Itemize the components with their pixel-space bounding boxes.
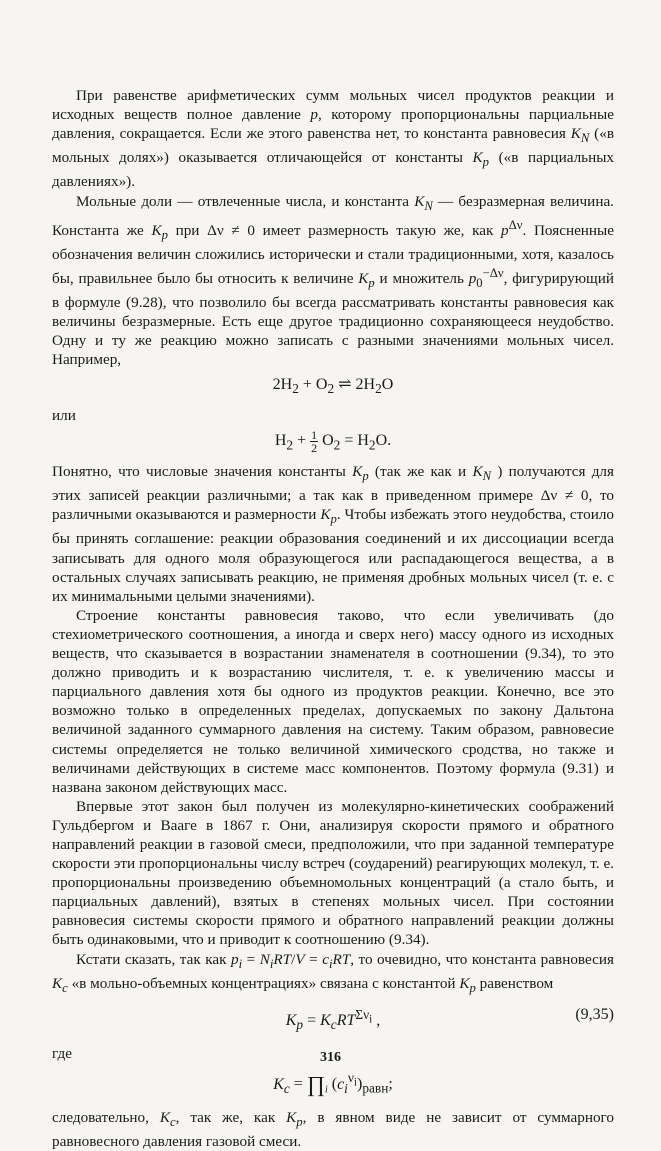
word-gde: где bbox=[52, 1045, 72, 1063]
equation-kc-definition: $K_c$ = $\prod_i$ $(c_i^{\nu_i})_{равн}$; bbox=[273, 1070, 393, 1097]
equation-water-formation-fractional: $H_2$ + $\frac{1}{2}$ $O_2 = H_2O$. bbox=[274, 427, 392, 455]
paragraph-5: Впервые этот закон был получен из молекулярно-кинетических соображений Гульдбергом и Вааге в 1867 г. Они, анализируя скорости прямого и обратного направлений реакции в газовой смеси, предположили, что при заданной температуре скорости эти пропорциональны числу встреч (соударений) реагирующих молекул, т. е. пропорциональны произведению объемномольных концентраций (а стало быть, и парциальных давлений), взятых в степенях мольных чисел. При состоянии равновесия системы скорости прямого и обратного направлений реакции должны быть одинаковыми, что и приводит к соотношению (9.34). bbox=[52, 797, 614, 949]
equation-number: (9,35) bbox=[575, 1005, 614, 1023]
word-ili: или bbox=[52, 406, 76, 424]
equation-9-35 bbox=[52, 1004, 614, 1037]
equation-water-formation-integer: $2H_2 + O_2$ ⇌ $2H_2O$ bbox=[272, 375, 394, 396]
paragraph-1: При равенстве арифметических сумм мольных чисел продуктов реакции и исходных веществ полное давление p, которому пропорциональны парциальные давления, сокращается. Если же этого равенства нет, то константа равновесия $K_N$ («в мольных долях») оказывается отличающейся от константы $K_p$ («в парциальных давлениях»). bbox=[52, 87, 614, 191]
paragraph-6: Кстати сказать, так как $p_i = N_iRT/V = c_iRT$, то очевидно, что константа равновесия $K_c$ «в мольно-объемных концентрациях» связана с константой $K_p$ равенством bbox=[52, 950, 614, 995]
equation-9-35-body: $K_p = K_cRT^{\Sigma\nu_i}$ , bbox=[285, 1006, 381, 1033]
paragraph-3: Понятно, что числовые значения константы $K_p$ (так же как и $K_N$ ) получаются для этих записей реакции различными; а так как в приведенном примере Δν ≠ 0, то различными оказываются и размерности $K_p$. Чтобы избежать этого неудобства, стоило бы принять соглашение: реакции образования соединений и их диссоциации всегда записывать для одного моля образующегося или распадающегося вещества, а в остальных случаях записывать реакцию, не применяя дробных мольных чисел (т. е. с их минимальными целыми значениями). bbox=[52, 463, 614, 605]
page-body bbox=[52, 86, 614, 1151]
paragraph-7: следовательно, $K_c$, так же, как $K_p$, в явном виде не зависит от суммарного равновесного давления газовой смеси. bbox=[52, 1108, 614, 1151]
paragraph-4: Строение константы равновесия таково, что если увеличивать (до стехиометрического соотношения, а иногда и сверх него) массу одного из исходных веществ, что сказывается в возрастании знаменателя в соотношении (9.34), то это должно приводить и к возрастанию числителя, т. е. к увеличению массы и парциального давления хотя бы одного из продуктов реакции. Конечно, все это возможно только в определенных пределах, допускаемых по закону Дальтона величиной заданного суммарного давления на систему. Таким образом, равновесие системы определяется не только величиной химического сродства, но также и величинами действующих в системе масс компонентов. Поэтому формула (9.31) и названа законом действующих масс. bbox=[52, 606, 614, 796]
page-number: 316 bbox=[320, 1050, 341, 1065]
paragraph-2: Мольные доли — отвлеченные числа, и константа $K_N$ — безразмерная величина. Константа же $K_p$ при Δν ≠ 0 имеет размерность такую же, как $p^{\Delta\nu}$. Поясненные обозначения величин сложились исторически и стали традиционными, хотя, казалось бы, правильнее было бы относить к величине $K_p$ и множитель $p_0^{-\Delta\nu}$, фигурирующий в формуле (9.28), что позволило бы всегда рассматривать константы равновесия как величины безразмерные. Есть еще другое традиционно сохраняющееся неудобство. Одну и ту же реакцию можно записать с разными значениями мольных чисел. Например, bbox=[52, 192, 615, 369]
